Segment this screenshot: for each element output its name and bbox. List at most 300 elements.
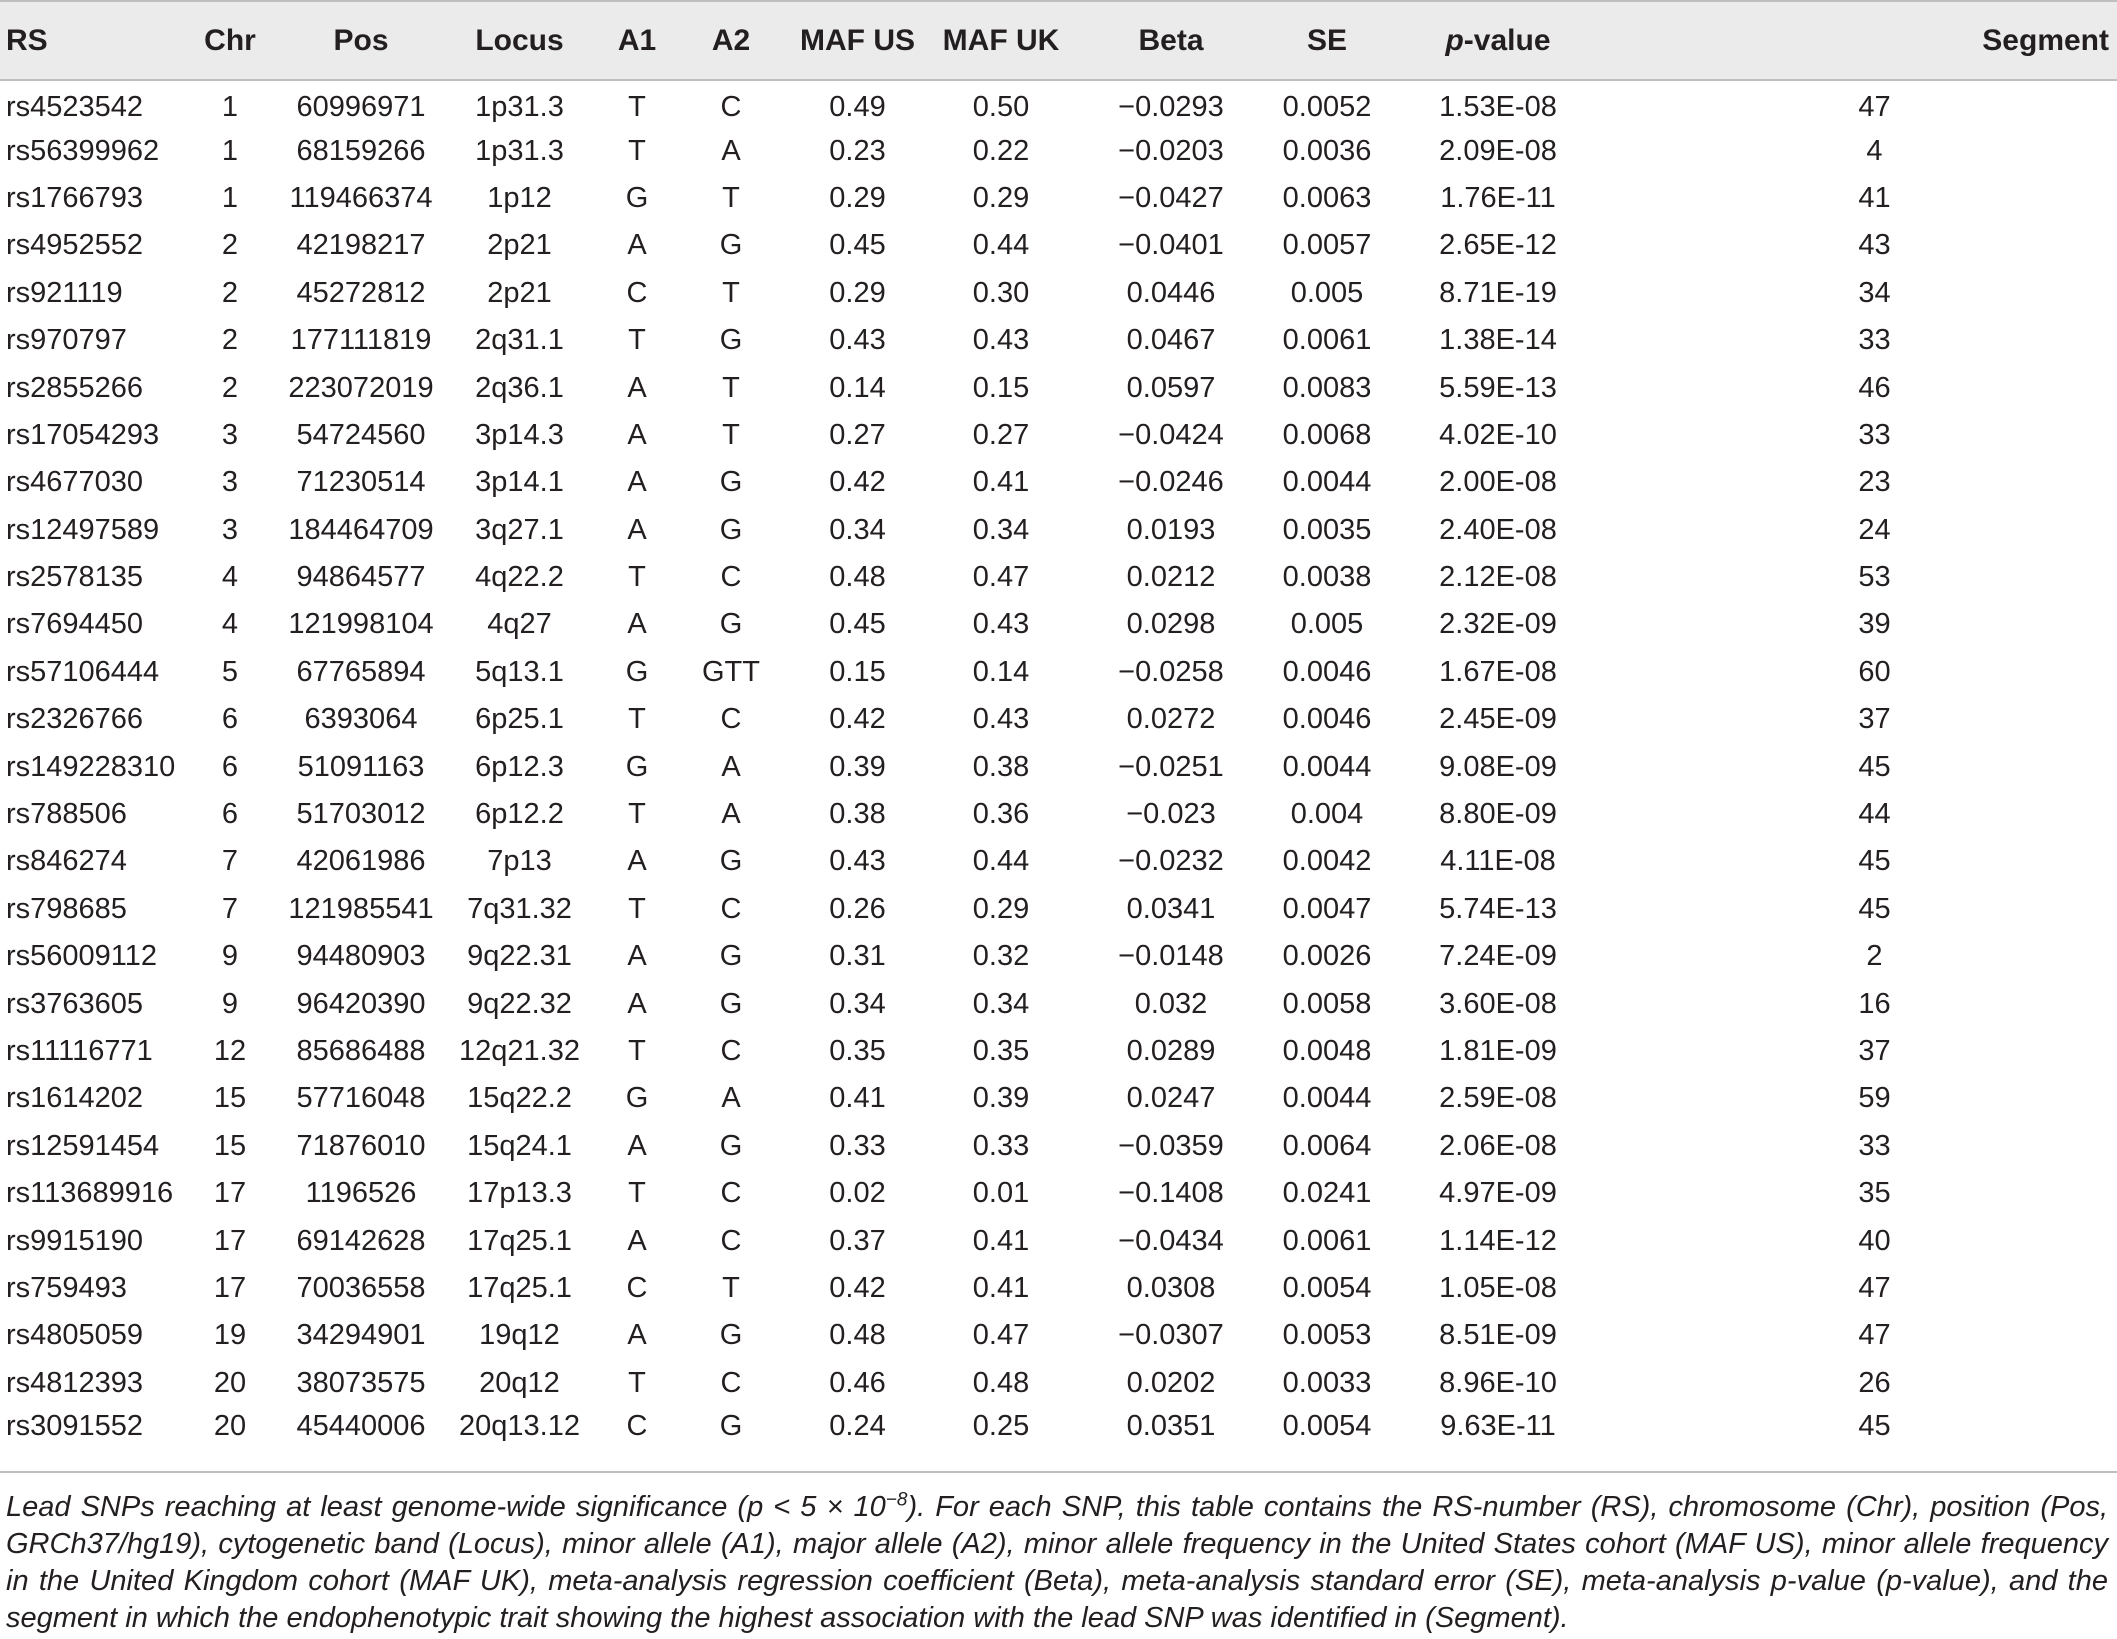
cell-maf-uk: 0.41 [972, 1271, 1030, 1304]
cell-maf-uk: 0.01 [972, 1177, 1030, 1210]
cell-beta: −0.0232 [1118, 845, 1224, 878]
table-row [0, 1123, 2117, 1170]
cell-a2: G [719, 1129, 743, 1162]
cell-segment: 47 [1858, 1271, 1891, 1304]
cell-se: 0.0083 [1282, 371, 1372, 404]
table-row [0, 1170, 2117, 1217]
cell-se: 0.0063 [1282, 181, 1372, 214]
cell-chr: 9 [221, 940, 239, 973]
cell-maf-us: 0.34 [829, 513, 886, 546]
cell-a1: T [628, 90, 646, 123]
cell-rs: rs113689916 [6, 1177, 174, 1210]
cell-se: 0.004 [1290, 798, 1364, 831]
cell-pos: 54724560 [296, 418, 426, 451]
caption-exponent: −8 [885, 1489, 908, 1511]
cell-locus: 17p13.3 [467, 1177, 572, 1210]
cell-maf-us: 0.37 [829, 1224, 886, 1257]
cell-segment: 47 [1858, 1319, 1891, 1352]
cell-pos: 57716048 [296, 1082, 426, 1115]
cell-a1: T [628, 324, 646, 357]
cell-maf-uk: 0.43 [972, 608, 1030, 641]
cell-beta: −0.0293 [1118, 90, 1224, 123]
cell-maf-us: 0.29 [829, 181, 886, 214]
header-text: Locus [475, 23, 564, 57]
cell-rs: rs11116771 [6, 1035, 153, 1067]
cell-a1: A [627, 1224, 647, 1257]
cell-se: 0.0241 [1282, 1177, 1372, 1210]
column-header-pos [280, 1, 442, 80]
cell-locus: 2q36.1 [475, 371, 564, 404]
cell-pos: 71230514 [296, 466, 426, 499]
cell-a2: G [719, 466, 743, 499]
table-row [0, 1407, 2117, 1454]
cell-segment: 34 [1858, 276, 1891, 309]
cell-pos: 94480903 [296, 940, 426, 973]
cell-se: 0.0061 [1282, 1224, 1372, 1257]
cell-segment: 33 [1858, 418, 1891, 451]
cell-a2: C [720, 561, 742, 594]
table-row [0, 1028, 2117, 1075]
table-header-row [0, 1, 2117, 80]
cell-locus: 3q27.1 [475, 513, 564, 546]
cell-maf-uk: 0.43 [972, 703, 1030, 736]
cell-a2: C [720, 703, 742, 736]
cell-rs: rs1614202 [6, 1082, 144, 1115]
table-row [0, 1265, 2117, 1312]
cell-chr: 20 [213, 1366, 247, 1399]
cell-pos: 71876010 [296, 1129, 426, 1162]
cell-a2: A [721, 1082, 741, 1115]
cell-maf-us: 0.29 [829, 276, 886, 309]
cell-segment: 24 [1858, 513, 1891, 546]
cell-a1: C [626, 1410, 648, 1443]
cell-a2: G [719, 229, 743, 262]
cell-rs: rs2855266 [6, 371, 144, 404]
cell-a1: A [627, 987, 647, 1020]
cell-maf-uk: 0.27 [972, 418, 1030, 451]
cell-pos: 42198217 [296, 229, 426, 262]
cell-a1: G [625, 655, 649, 688]
cell-beta: −0.0148 [1118, 940, 1224, 973]
column-header-a1 [597, 1, 677, 80]
cell-a1: A [627, 845, 647, 878]
cell-p-value: 7.24E-09 [1439, 940, 1557, 973]
cell-segment: 59 [1858, 1082, 1891, 1115]
cell-rs: rs846274 [6, 845, 127, 878]
cell-segment: 43 [1858, 229, 1891, 262]
cell-segment: 40 [1858, 1224, 1891, 1257]
column-header-a2 [677, 1, 785, 80]
cell-locus: 20q13.12 [459, 1410, 580, 1443]
cell-maf-uk: 0.36 [972, 798, 1030, 831]
cell-maf-us: 0.41 [829, 1082, 886, 1115]
cell-a1: A [627, 371, 647, 404]
cell-pos: 69142628 [296, 1224, 426, 1257]
cell-beta: −0.0427 [1118, 181, 1224, 214]
cell-a2: T [722, 181, 740, 214]
cell-pos: 121998104 [288, 608, 434, 641]
cell-chr: 5 [221, 655, 239, 688]
header-text: RS [6, 23, 48, 57]
cell-locus: 15q22.2 [467, 1082, 572, 1115]
cell-segment: 39 [1858, 608, 1891, 641]
cell-a1: T [628, 1035, 646, 1067]
cell-maf-uk: 0.34 [972, 513, 1030, 546]
cell-locus: 2q31.1 [475, 324, 564, 357]
cell-pos: 42061986 [296, 845, 426, 878]
header-text: MAF UK [942, 23, 1060, 57]
cell-maf-uk: 0.34 [972, 987, 1030, 1020]
cell-locus: 7p13 [487, 845, 552, 878]
cell-locus: 7q31.32 [467, 892, 572, 925]
cell-p-value: 2.45E-09 [1439, 703, 1557, 736]
cell-se: 0.0044 [1282, 1082, 1372, 1115]
cell-beta: −0.0258 [1118, 655, 1224, 688]
cell-pos: 45440006 [296, 1410, 426, 1443]
cell-locus: 19q12 [479, 1319, 560, 1352]
cell-maf-us: 0.14 [829, 371, 886, 404]
cell-chr: 7 [221, 845, 239, 878]
cell-maf-us: 0.15 [829, 655, 886, 688]
cell-beta: 0.0308 [1126, 1271, 1216, 1304]
cell-p-value: 4.97E-09 [1439, 1177, 1557, 1210]
cell-maf-uk: 0.47 [972, 561, 1030, 594]
cell-a2: G [719, 1410, 743, 1443]
cell-chr: 1 [221, 181, 239, 214]
header-text: Beta [1138, 23, 1204, 57]
cell-segment: 45 [1858, 1410, 1891, 1443]
header-text-suffix: -value [1463, 23, 1551, 57]
cell-se: 0.0044 [1282, 466, 1372, 499]
cell-rs: rs149228310 [6, 750, 176, 783]
cell-chr: 2 [221, 276, 239, 309]
cell-p-value: 4.02E-10 [1439, 418, 1557, 451]
cell-chr: 2 [221, 229, 239, 262]
cell-a1: G [625, 181, 649, 214]
cell-pos: 51091163 [297, 750, 425, 783]
cell-rs: rs2326766 [6, 703, 144, 736]
cell-rs: rs4523542 [6, 90, 144, 123]
cell-chr: 6 [221, 703, 239, 736]
cell-p-value: 1.67E-08 [1439, 655, 1557, 688]
caption-part-1: Lead SNPs reaching at least genome-wide significance (p < 5 × 10 [6, 1491, 886, 1523]
cell-pos: 51703012 [296, 798, 426, 831]
cell-maf-us: 0.26 [829, 892, 886, 925]
cell-pos: 223072019 [288, 371, 434, 404]
cell-a1: G [625, 1082, 649, 1115]
header-text: SE [1306, 23, 1348, 57]
cell-a2: C [720, 1177, 742, 1210]
cell-maf-uk: 0.50 [972, 90, 1030, 123]
table-row [0, 743, 2117, 790]
cell-rs: rs9915190 [6, 1224, 144, 1257]
cell-segment: 33 [1858, 324, 1891, 357]
table-caption [6, 1489, 2108, 1637]
cell-p-value: 2.65E-12 [1439, 229, 1557, 262]
cell-locus: 20q12 [479, 1366, 560, 1399]
column-header-segment [1612, 1, 2117, 80]
cell-segment: 37 [1858, 703, 1891, 736]
cell-se: 0.0026 [1282, 940, 1372, 973]
cell-segment: 53 [1858, 561, 1891, 594]
cell-pos: 68159266 [296, 134, 426, 167]
cell-pos: 119466374 [289, 181, 433, 214]
cell-segment: 45 [1858, 892, 1891, 925]
cell-a2: T [722, 1271, 740, 1304]
cell-rs: rs921119 [6, 276, 123, 309]
table-row [0, 1312, 2117, 1359]
cell-segment: 37 [1858, 1035, 1891, 1067]
cell-se: 0.0033 [1282, 1366, 1372, 1399]
cell-a2: G [719, 324, 743, 357]
cell-rs: rs56399962 [6, 134, 160, 167]
cell-rs: rs17054293 [6, 418, 160, 451]
cell-segment: 26 [1858, 1366, 1891, 1399]
cell-a1: T [628, 1366, 646, 1399]
cell-locus: 1p31.3 [475, 134, 564, 167]
cell-chr: 6 [221, 798, 239, 831]
cell-a2: T [722, 418, 740, 451]
cell-p-value: 2.00E-08 [1439, 466, 1557, 499]
cell-pos: 6393064 [304, 703, 418, 736]
cell-chr: 3 [221, 513, 239, 546]
cell-p-value: 1.53E-08 [1439, 90, 1557, 123]
cell-beta: −0.0401 [1118, 229, 1224, 262]
cell-maf-uk: 0.44 [972, 229, 1030, 262]
cell-a1: T [628, 1177, 646, 1210]
cell-maf-us: 0.42 [829, 703, 886, 736]
cell-p-value: 5.59E-13 [1439, 371, 1557, 404]
cell-maf-us: 0.23 [829, 134, 886, 167]
cell-a2: C [720, 1224, 742, 1257]
cell-pos: 70036558 [296, 1271, 426, 1304]
cell-maf-us: 0.43 [829, 845, 886, 878]
table-body [0, 80, 2117, 1454]
cell-locus: 4q22.2 [475, 561, 564, 594]
cell-a2: A [721, 134, 741, 167]
table-row [0, 886, 2117, 933]
cell-a2: G [719, 845, 743, 878]
cell-p-value: 8.96E-10 [1439, 1366, 1557, 1399]
cell-maf-uk: 0.29 [972, 892, 1030, 925]
cell-rs: rs4805059 [6, 1319, 144, 1352]
cell-a2: G [719, 513, 743, 546]
cell-maf-us: 0.42 [829, 1271, 886, 1304]
cell-p-value: 1.14E-12 [1439, 1224, 1557, 1257]
cell-chr: 17 [213, 1224, 247, 1257]
cell-chr: 17 [213, 1271, 247, 1304]
cell-p-value: 2.40E-08 [1439, 513, 1557, 546]
cell-maf-uk: 0.41 [972, 1224, 1030, 1257]
column-header-chr [180, 1, 280, 80]
cell-maf-us: 0.24 [829, 1410, 886, 1443]
cell-segment: 23 [1858, 466, 1891, 499]
cell-maf-uk: 0.44 [972, 845, 1030, 878]
cell-locus: 17q25.1 [467, 1271, 572, 1304]
cell-pos: 96420390 [296, 987, 426, 1020]
cell-locus: 9q22.32 [467, 987, 572, 1020]
cell-maf-us: 0.45 [829, 229, 886, 262]
table-row [0, 270, 2117, 317]
table-row [0, 507, 2117, 554]
cell-beta: 0.0446 [1126, 276, 1216, 309]
cell-p-value: 8.51E-09 [1439, 1319, 1557, 1352]
cell-p-value: 4.11E-08 [1440, 845, 1556, 878]
cell-beta: −0.1408 [1118, 1177, 1224, 1210]
cell-beta: −0.0246 [1118, 466, 1224, 499]
cell-p-value: 1.76E-11 [1440, 181, 1556, 214]
cell-rs: rs4812393 [6, 1366, 144, 1399]
cell-a1: A [627, 1129, 647, 1162]
cell-a2: G [719, 608, 743, 641]
cell-se: 0.0048 [1282, 1035, 1372, 1067]
cell-chr: 20 [213, 1410, 247, 1443]
cell-se: 0.0046 [1282, 655, 1372, 688]
table-row [0, 364, 2117, 411]
cell-rs: rs788506 [6, 798, 127, 831]
cell-maf-uk: 0.41 [972, 466, 1030, 499]
cell-locus: 3p14.3 [475, 418, 564, 451]
cell-maf-uk: 0.39 [972, 1082, 1030, 1115]
cell-a2: C [720, 1035, 742, 1067]
table-row [0, 175, 2117, 222]
cell-p-value: 2.32E-09 [1439, 608, 1557, 641]
cell-rs: rs798685 [6, 892, 127, 925]
header-text: Pos [333, 23, 389, 57]
cell-a1: T [628, 561, 646, 594]
cell-se: 0.0057 [1282, 229, 1372, 262]
cell-chr: 12 [213, 1035, 247, 1067]
cell-locus: 2p21 [487, 229, 552, 262]
cell-a2: A [721, 750, 741, 783]
header-text: MAF US [800, 23, 915, 57]
cell-rs: rs12497589 [6, 513, 160, 546]
cell-segment: 2 [1866, 940, 1883, 973]
cell-segment: 46 [1858, 371, 1891, 404]
cell-maf-uk: 0.32 [972, 940, 1030, 973]
cell-pos: 34294901 [296, 1319, 426, 1352]
cell-beta: 0.0351 [1126, 1410, 1216, 1443]
cell-beta: −0.0203 [1118, 134, 1224, 167]
cell-beta: 0.0467 [1126, 324, 1216, 357]
cell-chr: 15 [213, 1082, 247, 1115]
cell-chr: 4 [221, 608, 239, 641]
column-header-maf-us [785, 1, 930, 80]
table-row [0, 1360, 2117, 1407]
cell-segment: 4 [1866, 134, 1883, 167]
cell-rs: rs1766793 [6, 181, 144, 214]
cell-maf-us: 0.49 [829, 90, 886, 123]
cell-pos: 177111819 [290, 324, 432, 357]
cell-rs: rs759493 [6, 1271, 127, 1304]
cell-a2: T [722, 276, 740, 309]
cell-locus: 6p12.2 [475, 798, 564, 831]
cell-chr: 3 [221, 466, 239, 499]
table-row [0, 412, 2117, 459]
cell-maf-uk: 0.47 [972, 1319, 1030, 1352]
cell-pos: 121985541 [288, 892, 434, 925]
cell-se: 0.0054 [1282, 1410, 1372, 1443]
cell-segment: 33 [1858, 1129, 1891, 1162]
cell-segment: 35 [1858, 1177, 1891, 1210]
table-row [0, 696, 2117, 743]
cell-locus: 15q24.1 [467, 1129, 572, 1162]
cell-a2: G [719, 987, 743, 1020]
cell-maf-us: 0.27 [829, 418, 886, 451]
header-text: Segment [1982, 23, 2109, 57]
cell-se: 0.0035 [1282, 513, 1372, 546]
cell-a2: A [721, 798, 741, 831]
table-row [0, 554, 2117, 601]
cell-a2: T [722, 371, 740, 404]
cell-rs: rs3763605 [6, 987, 144, 1020]
cell-beta: 0.0298 [1126, 608, 1216, 641]
cell-a1: C [626, 1271, 648, 1304]
cell-p-value: 2.09E-08 [1439, 134, 1557, 167]
cell-maf-us: 0.34 [829, 987, 886, 1020]
cell-maf-us: 0.35 [829, 1035, 886, 1067]
table-row [0, 649, 2117, 696]
cell-a2: GTT [702, 655, 760, 688]
cell-a2: G [719, 1319, 743, 1352]
cell-maf-us: 0.38 [829, 798, 886, 831]
cell-rs: rs12591454 [6, 1129, 160, 1162]
cell-a1: G [625, 750, 649, 783]
cell-p-value: 2.12E-08 [1439, 561, 1557, 594]
cell-a2: C [720, 90, 742, 123]
cell-locus: 9q22.31 [467, 940, 572, 973]
table-row [0, 1075, 2117, 1122]
caption-part-2: ). For each SNP, this table contains the RS-number (RS), chromosome (Chr), position (Pos, GRCh37/hg19), cytogenetic band (Locus), minor allele (A1), major allele (A2), minor allele frequency in the United States cohort (MAF US), minor allele frequency in the United Kingdom cohort (MAF UK), meta-analysis regression coefficient (Beta), meta-analysis standard error (SE), meta-analysis p-value (p-value), and the segment in which the endophenotypic trait showing the highest association with the lead SNP was identified in (Segment). [6, 1491, 2109, 1634]
cell-chr: 9 [221, 987, 239, 1020]
cell-segment: 45 [1858, 750, 1891, 783]
column-header-p-value [1384, 1, 1612, 80]
cell-maf-uk: 0.15 [972, 371, 1030, 404]
cell-beta: −0.0359 [1118, 1129, 1224, 1162]
cell-maf-uk: 0.48 [972, 1366, 1030, 1399]
cell-se: 0.0042 [1282, 845, 1372, 878]
cell-se: 0.0054 [1282, 1271, 1372, 1304]
cell-pos: 85686488 [296, 1035, 426, 1067]
cell-p-value: 2.59E-08 [1439, 1082, 1557, 1115]
cell-a1: A [627, 466, 647, 499]
table-bottom-rule [0, 1471, 2117, 1473]
cell-locus: 5q13.1 [475, 655, 564, 688]
cell-beta: −0.0307 [1118, 1319, 1224, 1352]
column-header-se [1270, 1, 1384, 80]
cell-beta: 0.0193 [1126, 513, 1216, 546]
cell-maf-us: 0.46 [829, 1366, 886, 1399]
cell-se: 0.0046 [1282, 703, 1372, 736]
cell-pos: 67765894 [296, 655, 426, 688]
table-row [0, 317, 2117, 364]
cell-p-value: 8.80E-09 [1439, 798, 1557, 831]
cell-segment: 47 [1858, 90, 1891, 123]
cell-p-value: 5.74E-13 [1439, 892, 1557, 925]
cell-beta: 0.0247 [1126, 1082, 1216, 1115]
cell-se: 0.0068 [1282, 418, 1372, 451]
cell-locus: 6p12.3 [475, 750, 564, 783]
cell-maf-uk: 0.25 [972, 1410, 1030, 1443]
cell-p-value: 9.08E-09 [1439, 750, 1557, 783]
header-text: A2 [711, 23, 751, 57]
cell-locus: 6p25.1 [475, 703, 564, 736]
cell-locus: 4q27 [487, 608, 552, 641]
cell-maf-uk: 0.35 [972, 1035, 1030, 1067]
cell-a2: C [720, 892, 742, 925]
column-header-rs [0, 1, 180, 80]
cell-pos: 94864577 [296, 561, 426, 594]
